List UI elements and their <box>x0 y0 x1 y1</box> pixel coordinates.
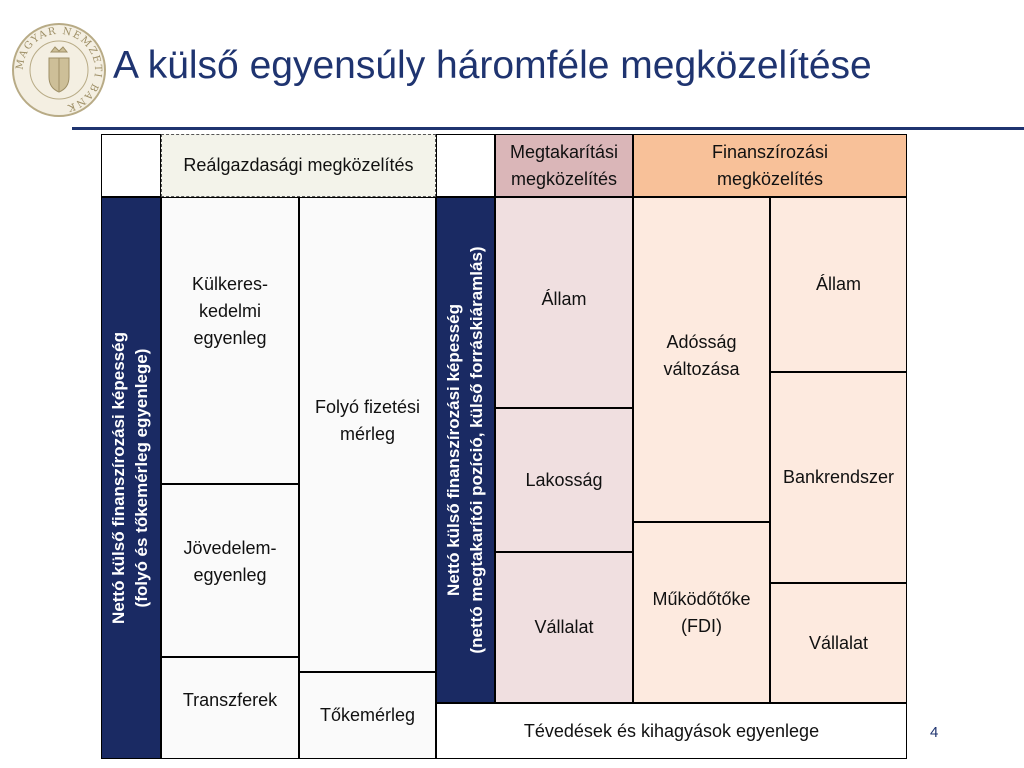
header-empty-middle <box>436 134 495 197</box>
right-band-line1: Nettó külső finanszírozási képesség <box>443 304 463 596</box>
header-finanszirozasi-line2: megközelítés <box>716 168 824 189</box>
cell-megtakaritasi-allam <box>495 197 633 408</box>
svg-text:MAGYAR NEMZETI BANK: MAGYAR NEMZETI BANK <box>14 25 104 114</box>
right-band-netto-megtakaritoi <box>436 197 495 703</box>
transzferek-label: Transzferek <box>182 689 278 710</box>
page-number: 4 <box>930 724 939 741</box>
finanszirozasi-allam-label: Állam <box>815 274 861 294</box>
cell-mukodotoke-fdi <box>633 522 770 703</box>
header-megtakaritasi-line1: Megtakarítási <box>509 141 619 162</box>
adossag-line2: változása <box>663 358 740 379</box>
cell-kulkereskedelmi-egyenleg <box>161 197 299 484</box>
cell-transzferek <box>161 657 299 759</box>
adossag-line1: Adósság <box>666 331 737 352</box>
tevedesek-label: Tévedések és kihagyások egyenlege <box>523 720 820 741</box>
mnb-logo <box>11 22 107 118</box>
header-megtakaritasi-line2: megközelítés <box>510 168 618 189</box>
title-divider <box>72 127 1024 130</box>
jovedelem-line2: egyenleg <box>193 564 267 585</box>
header-finanszirozasi-line1: Finanszírozási <box>711 141 829 162</box>
folyo-line1: Folyó fizetési <box>314 396 421 417</box>
mukodotoke-line2: (FDI) <box>681 615 722 636</box>
header-realgazdasagi-label: Reálgazdasági megközelítés <box>183 155 414 175</box>
right-band-line2: (nettó megtakarítói pozíció, külső forráskiáramlás) <box>466 246 486 654</box>
finanszirozasi-vallalat-label: Vállalat <box>808 632 869 653</box>
cell-folyo-fizetesi-merleg <box>299 197 436 672</box>
tokemerleg-label: Tőkemérleg <box>319 705 416 725</box>
cell-finanszirozasi-allam <box>770 197 907 372</box>
bankrendszer-label: Bankrendszer <box>782 467 895 487</box>
cell-tevedesek-es-kihagyasok <box>436 703 907 759</box>
cell-megtakaritasi-vallalat <box>495 552 633 703</box>
cell-finanszirozasi-vallalat <box>770 583 907 703</box>
header-empty-left <box>101 134 161 197</box>
megtakaritasi-vallalat-label: Vállalat <box>534 617 594 637</box>
slide-title: A külső egyensúly háromféle megközelítése <box>113 44 872 87</box>
mnb-seal-icon <box>11 22 107 118</box>
folyo-line2: mérleg <box>339 423 395 444</box>
kulkereskedelmi-line1: Külkeres- <box>191 274 269 294</box>
megtakaritasi-allam-label: Állam <box>541 289 587 309</box>
left-band-line1: Nettó külső finanszírozási képesség <box>109 332 129 624</box>
jovedelem-line1: Jövedelem- <box>183 537 277 558</box>
left-band-netto-kulso <box>101 197 161 759</box>
cell-megtakaritasi-lakossag <box>495 408 633 552</box>
header-megtakaritasi <box>495 134 633 197</box>
megtakaritasi-lakossag-label: Lakosság <box>525 469 603 490</box>
cell-bankrendszer <box>770 372 907 583</box>
cell-jovedelem-egyenleg <box>161 484 299 657</box>
header-finanszirozasi <box>633 134 907 197</box>
header-realgazdasagi <box>161 134 436 197</box>
kulkereskedelmi-line2: kedelmi <box>198 301 262 321</box>
kulkereskedelmi-line3: egyenleg <box>193 328 267 348</box>
mukodotoke-line1: Működőtőke <box>652 588 751 609</box>
cell-adossag-valtozasa <box>633 197 770 522</box>
left-band-line2: (folyó és tőkemérleg egyenlege) <box>132 348 151 608</box>
cell-tokemerleg <box>299 672 436 759</box>
